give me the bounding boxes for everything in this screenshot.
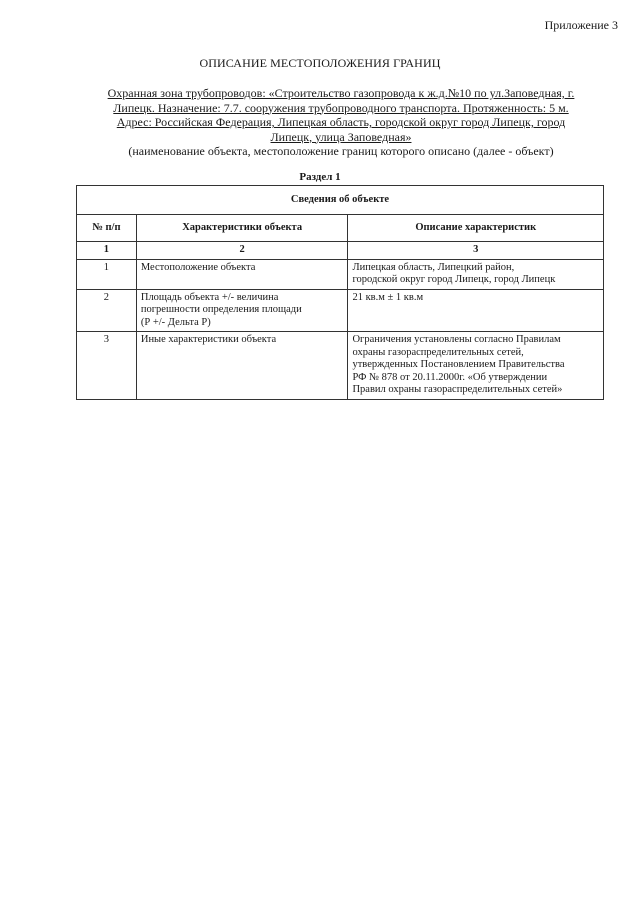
table-row <box>77 259 604 289</box>
object-description-line: Адрес: Российская Федерация, Липецкая область, городской округ город Липецк, город <box>116 115 566 129</box>
table-caption: Сведения об объекте <box>77 186 604 215</box>
row-description <box>348 332 604 400</box>
object-description-note: (наименование объекта, местоположение границ которого описано (далее - объект) <box>128 144 554 158</box>
row-number: 3 <box>77 332 137 400</box>
document-title: ОПИСАНИЕ МЕСТОПОЛОЖЕНИЯ ГРАНИЦ <box>199 56 441 70</box>
object-description-line: Липецк, улица Заповедная» <box>270 129 412 144</box>
header-description: Описание характеристик <box>348 215 604 242</box>
cell-line: погрешности определения площади <box>140 304 302 315</box>
object-description <box>76 86 606 159</box>
cell-line: Площадь объекта +/- величина <box>140 291 279 303</box>
column-number: 2 <box>136 242 348 260</box>
cell-line: РФ № 878 от 20.11.2000г. «Об утверждении <box>352 371 548 383</box>
object-description-line: Липецк. Назначение: 7.7. сооружения трубопроводного транспорта. Протяженность: 5 м. <box>113 100 569 115</box>
row-characteristic <box>136 259 348 289</box>
header-characteristic: Характеристики объекта <box>136 215 348 242</box>
cell-line: Ограничения установлены согласно Правилам <box>352 334 561 345</box>
row-description <box>348 259 604 289</box>
header-number: № п/п <box>77 215 137 242</box>
cell-line: Иные характеристики объекта <box>140 334 277 345</box>
table-column-numbers-row <box>77 242 604 260</box>
cell-line: 21 кв.м ± 1 кв.м <box>352 291 424 303</box>
row-description <box>348 289 604 332</box>
object-info-table <box>76 185 604 400</box>
cell-line: Правил охраны газораспределительных сетей» <box>352 384 563 395</box>
cell-line: (Р +/- Дельта Р) <box>140 316 211 328</box>
cell-line: Липецкая область, Липецкий район, <box>352 261 515 273</box>
table-header-row <box>77 215 604 242</box>
appendix-label: Приложение 3 <box>544 18 618 32</box>
row-characteristic <box>136 332 348 400</box>
table-caption-row <box>77 186 604 215</box>
section-label: Раздел 1 <box>299 171 341 183</box>
row-characteristic <box>136 289 348 332</box>
cell-line: охраны газораспределительных сетей, <box>352 346 524 358</box>
row-number: 2 <box>77 289 137 332</box>
row-number: 1 <box>77 259 137 289</box>
column-number: 3 <box>348 242 604 260</box>
table-row <box>77 289 604 332</box>
column-number: 1 <box>77 242 137 260</box>
cell-line: городской округ город Липецк, город Липецк <box>352 274 556 285</box>
table-row <box>77 332 604 400</box>
object-description-line: Охранная зона трубопроводов: «Строительство газопровода к ж.д.№10 по ул.Заповедная, г. <box>107 86 575 100</box>
cell-line: Местоположение объекта <box>140 261 256 273</box>
cell-line: утвержденных Постановлением Правительства <box>352 359 565 370</box>
